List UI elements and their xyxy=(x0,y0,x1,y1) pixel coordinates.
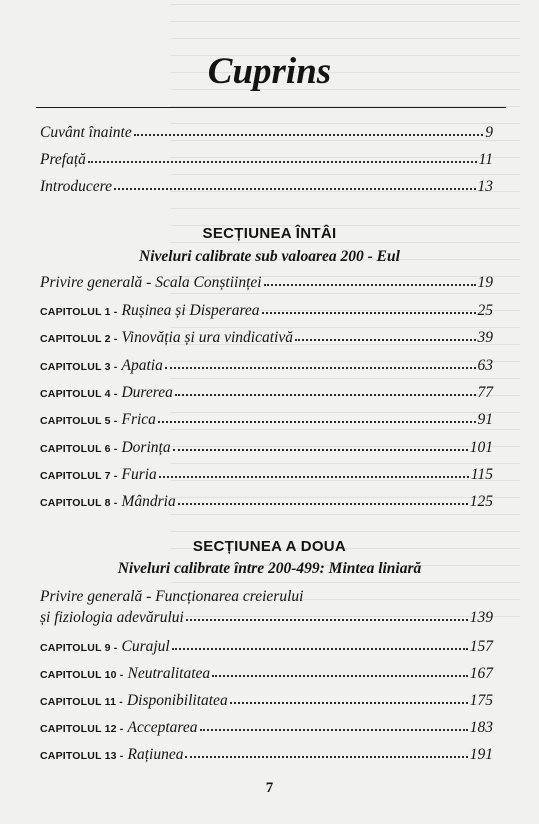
chapter-number: CAPITOLUL 1 - xyxy=(40,306,118,318)
toc-entry-overview-1[interactable] xyxy=(40,274,493,292)
chapter-number: CAPITOLUL 9 - xyxy=(40,642,118,654)
entry-label: Furia xyxy=(121,466,157,483)
entry-label: Apatia xyxy=(121,357,163,374)
dot-leader xyxy=(212,671,468,677)
dot-leader xyxy=(134,130,484,136)
toc-entry-chapter-1[interactable] xyxy=(40,302,493,321)
dot-leader xyxy=(172,644,468,650)
entry-page: 115 xyxy=(470,466,493,483)
dot-leader xyxy=(159,472,469,478)
toc-entry-preface[interactable] xyxy=(40,151,493,169)
entry-page: 19 xyxy=(477,274,493,291)
chapter-number: CAPITOLUL 10 - xyxy=(40,669,124,681)
entry-label: Vinovăția și ura vindicativă xyxy=(121,329,293,346)
chapter-number: CAPITOLUL 6 - xyxy=(40,443,118,455)
chapter-number: CAPITOLUL 5 - xyxy=(40,415,118,427)
entry-page: 157 xyxy=(469,638,493,655)
dot-leader xyxy=(165,363,476,369)
chapter-number: CAPITOLUL 4 - xyxy=(40,388,118,400)
toc-entry-chapter-7[interactable] xyxy=(40,466,493,485)
entry-label: Acceptarea xyxy=(127,719,198,736)
toc-entry-chapter-10[interactable] xyxy=(40,665,493,684)
toc-entry-introduction[interactable] xyxy=(40,178,493,196)
page-number: 7 xyxy=(265,780,274,796)
entry-label: Disponibilitatea xyxy=(126,692,228,709)
dot-leader xyxy=(88,157,477,163)
entry-page: 191 xyxy=(469,746,493,763)
entry-label: Neutralitatea xyxy=(127,665,211,682)
entry-label: Curajul xyxy=(121,638,170,655)
entry-page: 167 xyxy=(469,665,493,682)
entry-page: 25 xyxy=(477,302,493,319)
entry-page: 91 xyxy=(477,411,493,428)
entry-page: 39 xyxy=(477,329,493,346)
chapter-number: CAPITOLUL 7 - xyxy=(40,470,118,482)
dot-leader xyxy=(185,752,467,758)
entry-label: și fiziologia adevărului xyxy=(40,609,184,626)
entry-label: Frica xyxy=(121,411,156,428)
entry-page: 183 xyxy=(469,719,493,736)
entry-page: 125 xyxy=(469,493,493,510)
chapter-number: CAPITOLUL 13 - xyxy=(40,750,124,762)
dot-leader xyxy=(230,698,468,704)
toc-entry-chapter-9[interactable] xyxy=(40,638,493,657)
chapter-number: CAPITOLUL 12 - xyxy=(40,723,124,735)
entry-page: 11 xyxy=(478,151,493,168)
dot-leader xyxy=(175,390,476,396)
entry-label: Rușinea și Disperarea xyxy=(121,302,260,319)
section-heading-2: SECȚIUNEA A DOUA xyxy=(192,538,347,555)
section-subtitle-1: Niveluri calibrate sub valoarea 200 - Eul xyxy=(139,248,400,265)
chapter-number: CAPITOLUL 8 - xyxy=(40,497,118,509)
entry-page: 63 xyxy=(477,357,493,374)
entry-label: Dorința xyxy=(121,439,171,456)
dot-leader xyxy=(262,308,476,314)
dot-leader xyxy=(186,615,468,621)
toc-entry-chapter-3[interactable] xyxy=(40,357,493,376)
dot-leader xyxy=(114,184,475,190)
entry-page: 175 xyxy=(469,692,493,709)
toc-entry-foreword[interactable] xyxy=(40,124,493,142)
section-heading-1: SECȚIUNEA ÎNTÂI xyxy=(202,225,337,242)
entry-page: 77 xyxy=(477,384,493,401)
dot-leader xyxy=(295,335,476,341)
entry-label: Rațiunea xyxy=(127,746,184,763)
toc-entry-chapter-2[interactable] xyxy=(40,329,493,348)
toc-entry-chapter-6[interactable] xyxy=(40,439,493,458)
dot-leader xyxy=(178,499,468,505)
entry-label: Cuvânt înainte xyxy=(40,124,132,141)
entry-label: Prefață xyxy=(40,151,86,168)
entry-page: 139 xyxy=(469,609,493,626)
chapter-number: CAPITOLUL 3 - xyxy=(40,361,118,373)
entry-label: Mândria xyxy=(121,493,176,510)
entry-page: 9 xyxy=(485,124,493,141)
overview-2-line-1: Privire generală - Funcționarea creierului xyxy=(40,588,304,605)
dot-leader xyxy=(200,725,468,731)
entry-label: Privire generală - Scala Conștiinței xyxy=(40,274,262,291)
entry-page: 101 xyxy=(469,439,493,456)
entry-page: 13 xyxy=(477,178,493,195)
page-title: Cuprins xyxy=(207,51,332,92)
dot-leader xyxy=(173,445,468,451)
toc-entry-chapter-8[interactable] xyxy=(40,493,493,512)
toc-entry-overview-2[interactable] xyxy=(40,609,493,627)
toc-entry-chapter-11[interactable] xyxy=(40,692,493,711)
toc-entry-chapter-13[interactable] xyxy=(40,746,493,765)
chapter-number: CAPITOLUL 11 - xyxy=(40,696,123,708)
section-subtitle-2: Niveluri calibrate între 200-499: Mintea liniară xyxy=(117,560,422,577)
dot-leader xyxy=(264,280,476,286)
dot-leader xyxy=(158,417,476,423)
toc-entry-chapter-4[interactable] xyxy=(40,384,493,403)
entry-label: Durerea xyxy=(121,384,173,401)
entry-label: Introducere xyxy=(40,178,113,195)
title-rule xyxy=(36,107,506,108)
toc-entry-chapter-5[interactable] xyxy=(40,411,493,430)
toc-entry-chapter-12[interactable] xyxy=(40,719,493,738)
chapter-number: CAPITOLUL 2 - xyxy=(40,333,118,345)
